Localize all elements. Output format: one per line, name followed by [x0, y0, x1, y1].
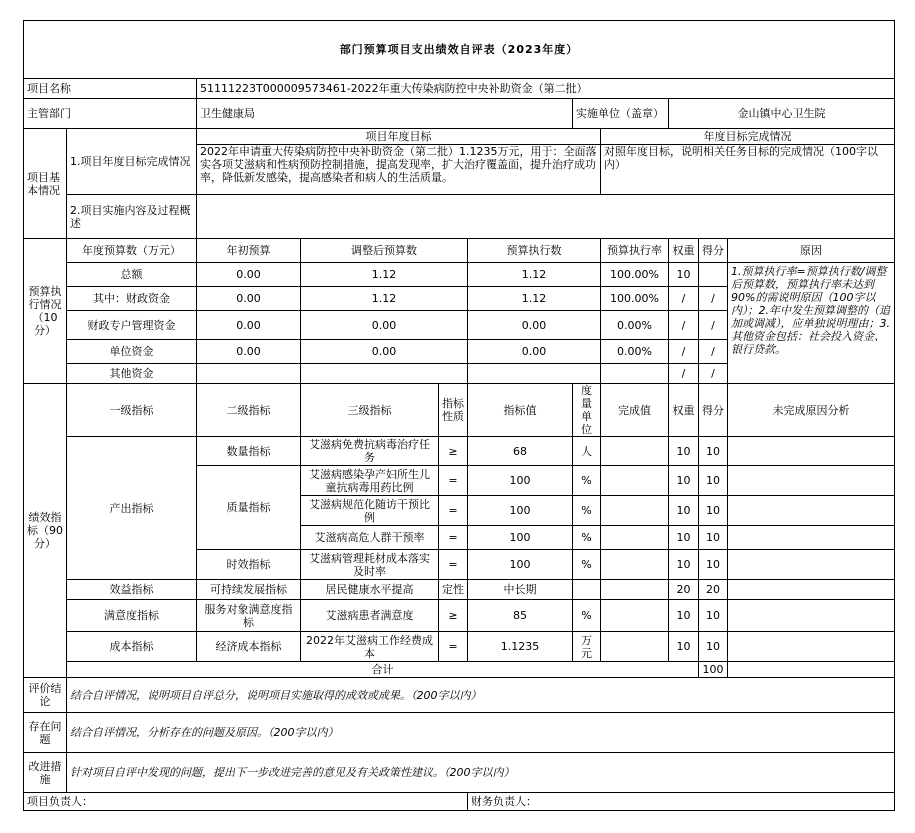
total-weight: 100: [699, 662, 728, 678]
benefit-unit: [573, 580, 601, 600]
benefit-actual: [601, 580, 669, 600]
page-title: 部门预算项目支出绩效自评表（2023年度）: [24, 21, 895, 79]
satisfaction-level2: 服务对象满意度指标: [197, 600, 301, 632]
indicator-score: 10: [699, 466, 728, 496]
budget-header-executed: 预算执行数: [468, 239, 601, 263]
budget-executed: 0.00: [468, 311, 601, 340]
budget-header-reason: 原因: [728, 239, 895, 263]
budget-header-initial: 年初预算: [197, 239, 301, 263]
perf-header-level2: 二级指标: [197, 384, 301, 437]
indicator-weight: 10: [669, 550, 699, 580]
project-name-label: 项目名称: [24, 79, 197, 99]
goal-row-label: 1.项目年度目标完成情况: [67, 129, 197, 195]
indicator-score: 10: [699, 526, 728, 550]
indicator-value: 100: [468, 550, 573, 580]
impl-unit-value: 金山镇中心卫生院: [669, 99, 895, 129]
budget-rate: 0.00%: [601, 311, 669, 340]
indicator-reason: [728, 496, 895, 526]
dept-value: 卫生健康局: [197, 99, 573, 129]
budget-score: /: [699, 311, 728, 340]
satisfaction-weight: 10: [669, 600, 699, 632]
satisfaction-unit: %: [573, 600, 601, 632]
perf-header-level1: 一级指标: [67, 384, 197, 437]
perf-header-weight: 权重: [669, 384, 699, 437]
cost-weight: 10: [669, 632, 699, 662]
satisfaction-indicator-label: 满意度指标: [67, 600, 197, 632]
measures-label: 改进措施: [24, 753, 67, 793]
level3-indicator: 艾滋病规范化随访干预比例: [301, 496, 439, 526]
indicator-nature: ≥: [439, 437, 468, 466]
indicator-value: 68: [468, 437, 573, 466]
indicator-unit: %: [573, 466, 601, 496]
level3-indicator: 艾滋病管理耗材成本落实及时率: [301, 550, 439, 580]
indicator-value: 100: [468, 526, 573, 550]
budget-executed: 0.00: [468, 340, 601, 364]
benefit-indicator-label: 效益指标: [67, 580, 197, 600]
timeliness-indicator-label: 时效指标: [197, 550, 301, 580]
cost-indicator-label: 成本指标: [67, 632, 197, 662]
cost-level3: 2022年艾滋病工作经费成本: [301, 632, 439, 662]
cost-actual: [601, 632, 669, 662]
indicator-score: 10: [699, 437, 728, 466]
budget-row-label: 总额: [67, 263, 197, 287]
benefit-nature: 定性: [439, 580, 468, 600]
budget-initial: 0.00: [197, 287, 301, 311]
budget-reason-note: 1.预算执行率=预算执行数/调整后预算数，预算执行率未达到90%的需说明原因（100字以内）；2.年中发生预算调整的（追加或调减），应单独说明理由；3.其他资金包括：社会投入资金、银行贷款。: [728, 263, 895, 384]
budget-initial: 0.00: [197, 263, 301, 287]
indicator-unit: %: [573, 526, 601, 550]
budget-score: /: [699, 340, 728, 364]
budget-adjusted: 1.12: [301, 287, 468, 311]
basic-section-label: 项目基本情况: [24, 129, 67, 239]
perf-header-value: 指标值: [468, 384, 573, 437]
total-score: [728, 662, 895, 678]
budget-score: /: [699, 287, 728, 311]
satisfaction-score: 10: [699, 600, 728, 632]
satisfaction-nature: ≥: [439, 600, 468, 632]
indicator-unit: 人: [573, 437, 601, 466]
indicator-actual: [601, 526, 669, 550]
benefit-weight: 20: [669, 580, 699, 600]
budget-header-adjusted: 调整后预算数: [301, 239, 468, 263]
indicator-nature: =: [439, 496, 468, 526]
budget-weight: /: [669, 311, 699, 340]
budget-adjusted: 1.12: [301, 263, 468, 287]
measures-text: 针对项目自评中发现的问题，提出下一步改进完善的意见及有关政策性建议。（200字以内）: [67, 753, 895, 793]
satisfaction-level3: 艾滋病患者满意度: [301, 600, 439, 632]
perf-header-unit: 度量单位: [573, 384, 601, 437]
completion-text: 对照年度目标，说明相关任务目标的完成情况（100字以内）: [601, 145, 895, 195]
satisfaction-reason: [728, 600, 895, 632]
cost-level2: 经济成本指标: [197, 632, 301, 662]
impl-text: [197, 195, 895, 239]
perf-header-score: 得分: [699, 384, 728, 437]
indicator-reason: [728, 550, 895, 580]
budget-weight: /: [669, 364, 699, 384]
benefit-reason: [728, 580, 895, 600]
budget-rate: 100.00%: [601, 263, 669, 287]
budget-executed: [468, 364, 601, 384]
project-lead: 项目负责人：: [24, 793, 468, 811]
budget-executed: 1.12: [468, 263, 601, 287]
indicator-reason: [728, 526, 895, 550]
budget-rate: 100.00%: [601, 287, 669, 311]
quantity-indicator-label: 数量指标: [197, 437, 301, 466]
indicator-weight: 10: [669, 437, 699, 466]
perf-header-reason: 未完成原因分析: [728, 384, 895, 437]
budget-row-label: 其中：财政资金: [67, 287, 197, 311]
budget-adjusted: 0.00: [301, 311, 468, 340]
indicator-unit: %: [573, 496, 601, 526]
cost-nature: =: [439, 632, 468, 662]
indicator-nature: =: [439, 550, 468, 580]
budget-weight: /: [669, 287, 699, 311]
total-label: 合计: [67, 662, 699, 678]
budget-row-label: 单位资金: [67, 340, 197, 364]
problem-label: 存在问题: [24, 713, 67, 753]
budget-rate: [601, 364, 669, 384]
satisfaction-actual: [601, 600, 669, 632]
indicator-weight: 10: [669, 496, 699, 526]
level3-indicator: 艾滋病高危人群干预率: [301, 526, 439, 550]
budget-score: [699, 263, 728, 287]
budget-initial: 0.00: [197, 340, 301, 364]
budget-initial: 0.00: [197, 311, 301, 340]
problem-text: 结合自评情况，分析存在的问题及原因。（200字以内）: [67, 713, 895, 753]
indicator-nature: =: [439, 466, 468, 496]
budget-header-annual: 年度预算数（万元）: [67, 239, 197, 263]
benefit-score: 20: [699, 580, 728, 600]
budget-header-score: 得分: [699, 239, 728, 263]
output-indicator-label: 产出指标: [67, 437, 197, 580]
perf-header-nature: 指标性质: [439, 384, 468, 437]
perf-header-level3: 三级指标: [301, 384, 439, 437]
budget-header-weight: 权重: [669, 239, 699, 263]
level3-indicator: 艾滋病免费抗病毒治疗任务: [301, 437, 439, 466]
level3-indicator: 艾滋病感染孕产妇所生儿童抗病毒用药比例: [301, 466, 439, 496]
indicator-weight: 10: [669, 466, 699, 496]
budget-executed: 1.12: [468, 287, 601, 311]
dept-label: 主管部门: [24, 99, 197, 129]
indicator-reason: [728, 437, 895, 466]
cost-value: 1.1235: [468, 632, 573, 662]
budget-weight: 10: [669, 263, 699, 287]
self-evaluation-table: [23, 20, 895, 811]
indicator-reason: [728, 466, 895, 496]
perf-header-actual: 完成值: [601, 384, 669, 437]
finance-lead: 财务负责人：: [468, 793, 895, 811]
indicator-nature: =: [439, 526, 468, 550]
budget-weight: /: [669, 340, 699, 364]
conclusion-text: 结合自评情况，说明项目自评总分，说明项目实施取得的成效或成果。（200字以内）: [67, 678, 895, 713]
performance-section-label: 绩效指标（90分）: [24, 384, 67, 678]
goal-header: 项目年度目标: [197, 129, 601, 145]
benefit-value: 中长期: [468, 580, 573, 600]
benefit-level2: 可持续发展指标: [197, 580, 301, 600]
project-name-value: 51111223T000009573461-2022年重大传染病防控中央补助资金（第二批）: [197, 79, 895, 99]
indicator-weight: 10: [669, 526, 699, 550]
budget-initial: [197, 364, 301, 384]
cost-score: 10: [699, 632, 728, 662]
budget-header-rate: 预算执行率: [601, 239, 669, 263]
satisfaction-value: 85: [468, 600, 573, 632]
budget-adjusted: [301, 364, 468, 384]
indicator-score: 10: [699, 496, 728, 526]
budget-row-label: 财政专户管理资金: [67, 311, 197, 340]
quality-indicator-label: 质量指标: [197, 466, 301, 550]
indicator-actual: [601, 437, 669, 466]
cost-unit: 万元: [573, 632, 601, 662]
indicator-actual: [601, 496, 669, 526]
cost-reason: [728, 632, 895, 662]
goal-text: 2022年申请重大传染病防控中央补助资金（第二批）1.1235万元，用于：全面落实各项艾滋病和性病预防控制措施，提高发现率，扩大治疗覆盖面，提升治疗成功率，降低新发感染，提高感染者和病人的生活质量。: [197, 145, 601, 195]
indicator-actual: [601, 550, 669, 580]
benefit-level3: 居民健康水平提高: [301, 580, 439, 600]
indicator-unit: %: [573, 550, 601, 580]
impl-row-label: 2.项目实施内容及过程概述: [67, 195, 197, 239]
budget-score: /: [699, 364, 728, 384]
conclusion-label: 评价结论: [24, 678, 67, 713]
budget-row-label: 其他资金: [67, 364, 197, 384]
budget-adjusted: 0.00: [301, 340, 468, 364]
completion-header: 年度目标完成情况: [601, 129, 895, 145]
budget-rate: 0.00%: [601, 340, 669, 364]
budget-section-label: 预算执行情况（10分）: [24, 239, 67, 384]
impl-unit-label: 实施单位（盖章）: [573, 99, 669, 129]
indicator-value: 100: [468, 466, 573, 496]
indicator-actual: [601, 466, 669, 496]
indicator-score: 10: [699, 550, 728, 580]
indicator-value: 100: [468, 496, 573, 526]
